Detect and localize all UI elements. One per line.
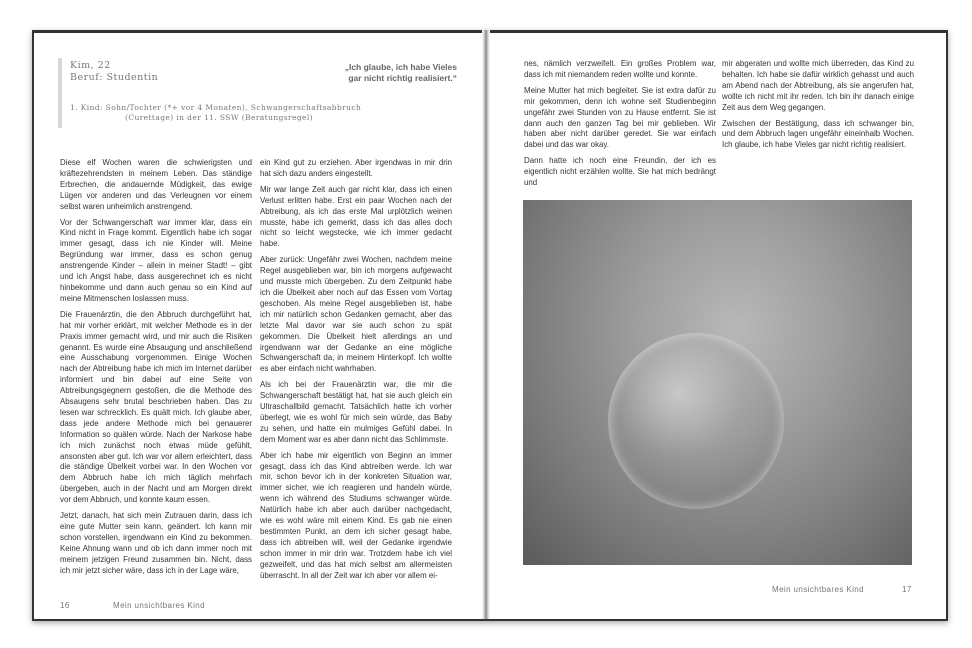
soap-bubble-photo bbox=[523, 200, 912, 565]
paragraph: nes, nämlich verzweifelt. Ein großes Problem war, dass ich mit niemandem reden wollte und konnte. bbox=[524, 59, 716, 79]
paragraph: mir abgeraten und wollte mich überreden, das Kind zu behalten. Ich habe sie dafür wirklich gehasst und auch am Abend nach der Abtreibung, als sie angerufen hat, wollte ich nicht mit ihr reden. Ich bin ihr danach einige Zeit aus dem Weg gegangen. bbox=[722, 59, 914, 112]
paragraph: Zwischen der Bestätigung, dass ich schwanger bin, und dem Abbruch lagen ungefähr eineinhalb Wochen. Ich glaube, ich habe Vieles gar nicht richtig realisiert. bbox=[722, 118, 914, 150]
person-info bbox=[70, 60, 158, 84]
child-info-line: (Curettage) in der 11. SSW (Beratungsregel) bbox=[125, 113, 313, 122]
paragraph: Vor der Schwangerschaft war immer klar, dass ein Kind nicht in Frage kommt. Eigentlich habe ich sogar immer gesagt, dass ich nie Kinder will. Meine Begründung war immer, dass es schon genug anstrengende Kinder – allein in meiner Stadt! – gibt und ich Angst habe, dass ausgerechnet ich es nicht hinbekomme und dann auch genau so ein Kind auf meine Mitmenschen loslassen muss. bbox=[60, 217, 252, 303]
name-age: Kim, 22 bbox=[70, 60, 111, 71]
paragraph: Als ich bei der Frauenärztin war, die mir die Schwangerschaft bestätigt hat, hat sie auch gleich ein Ultraschallbild gemacht. Tatsächlich hatte ich vorher überlegt, wie es wohl für mich sein würde, das Baby zu sehen, und hatte ein mulmiges Gefühl dabei. In dem Moment war es aber dann nicht das Schlimmste. bbox=[260, 380, 452, 444]
soap-bubble bbox=[608, 333, 784, 509]
paragraph: ein Kind gut zu erziehen. Aber irgendwas in mir drin hat sich dazu anders eingestellt. bbox=[260, 158, 452, 178]
paragraph: Jetzt, danach, hat sich mein Zutrauen darin, dass ich eine gute Mutter sein kann, geändert. Ich kann mir schon vorstellen, irgendwann ein Kind zu bekommen. Keine Ahnung wann und ob ich dann immer noch mit meinem jetzigen Freund zusammen bin. Nicht, dass ich mir jetzt sicher wäre, dass ich in der Lage wäre, bbox=[60, 511, 252, 575]
paragraph: Meine Mutter hat mich begleitet. Sie ist extra dafür zu mir gekommen, denn ich wohne seit Studienbeginn ungefähr zwei Stunden von zu Hause entfernt. Sie ist dann auch den ganzen Tag bei mir geblieben. Wir haben aber nicht darüber geredet. Sie war einfach dabei und das war okay. bbox=[524, 85, 716, 150]
right-page-number: 17 bbox=[902, 585, 912, 594]
paragraph: Dann hatte ich noch eine Freundin, der ich es eigentlich nicht erzählen wollte. Sie hat mich bedrängt und bbox=[524, 156, 716, 188]
left-page-number: 16 bbox=[60, 601, 70, 610]
quote-line: gar nicht richtig realisiert.“ bbox=[348, 73, 457, 83]
paragraph: Aber ich habe mir eigentlich von Beginn an immer gesagt, dass ich das Kind abtreiben werde. Ich war mir, schon bevor ich in der konkreten Situation war, immer sicher, wie ich reagieren und handeln würde, wenn ich während des Studiums schwanger würde. Natürlich habe ich aber auch darüber nachgedacht, wie es wohl wäre mit einem Kind. Es gab nie einen bestimmten Punkt, an dem ich sicher gesagt habe, dass ich abtreiben will, weil der Gedanke irgendwie schon immer in mir drin war. Trotzdem habe ich viel gezweifelt, und das hat mich selbst am allermeisten überrascht. In all der Zeit war ich aber vor allem ei- bbox=[260, 450, 452, 580]
child-info bbox=[70, 103, 361, 123]
quote-line: „Ich glaube, ich habe Vieles bbox=[344, 62, 457, 72]
right-column-2 bbox=[722, 59, 914, 156]
child-info-line: 1. Kind: Sohn/Tochter (*+ vor 4 Monaten), Schwangerschaftsabbruch bbox=[70, 103, 362, 112]
left-column-1 bbox=[60, 158, 252, 582]
interview-header bbox=[58, 58, 462, 128]
right-running-footer: Mein unsichtbares Kind bbox=[772, 585, 864, 594]
right-column-1 bbox=[524, 59, 716, 194]
pull-quote bbox=[257, 62, 457, 84]
paragraph: Mir war lange Zeit auch gar nicht klar, dass ich einen Verlust erlitten habe. Erst ein paar Wochen nach der Abtreibung, als ich das erste Mal urplötzlich weinen musste, habe ich gemerkt, dass ich das alles doch nicht so leicht wegstecke, wie ich immer gedacht habe. bbox=[260, 184, 452, 249]
paragraph: Die Frauenärztin, die den Abbruch durchgeführt hat, hat mir vorher erklärt, mit welcher Methode es in der Praxis immer gemacht wird, und mir auch die Risiken genannt. Es wurde eine Absaugung und anschließend eine Ausschabung vorgenommen. Einige Wochen nach der Abtreibung habe ich mich im Internet darüber informiert und bin dabei auf eine Seite von Abtreibungsgegnern gestoßen, die die Methode des Absaugens sehr brutal beschrieben haben. Das zu lesen war schrecklich. Es quält mich. Ich glaube aber, dass jede andere Methode mich bei genauerer Information so quälen würde. Nach der Narkose habe ich mich zunächst noch etwas müde gefühlt, ansonsten aber gut. Ich war vor allem erleichtert, dass die ständige Übelkeit vorbei war. In den Wochen vor dem Abbruch habe ich mich täglich mehrfach übergeben, auch in der Nacht und am Morgen direkt vor dem Abbruch, und konnte kaum essen. bbox=[60, 309, 252, 505]
left-running-footer: Mein unsichtbares Kind bbox=[113, 601, 205, 610]
occupation: Beruf: Studentin bbox=[70, 72, 159, 83]
paragraph: Diese elf Wochen waren die schwierigsten und kräftezehrendsten in meinem Leben. Das ständige Erbrechen, die andauernde Müdigkeit, das ewige Lügen vor anderen und das Verleugnen vor einem selbst waren unheimlich anstrengend. bbox=[60, 158, 252, 211]
left-column-2 bbox=[260, 158, 452, 587]
paragraph: Aber zurück: Ungefähr zwei Wochen, nachdem meine Regel ausgeblieben war, bin ich morgens aufgewacht und musste mich übergeben. Zu dem Zeitpunkt habe ich die Übelkeit aber noch auf das Essen vom Vortag geschoben. Als meine Regel ausgeblieben ist, habe ich mir natürlich schon Gedanken gemacht, aber das letzte Mal davor war sie auch schon zu spät gekommen. Die Übelkeit hielt allerdings an und irgendwann war der Gedanke an eine mögliche Schwangerschaft da, in meinem Hinterkopf. Ich wollte es aber einfach nicht wahrhaben. bbox=[260, 255, 452, 374]
book-spine bbox=[482, 30, 490, 619]
